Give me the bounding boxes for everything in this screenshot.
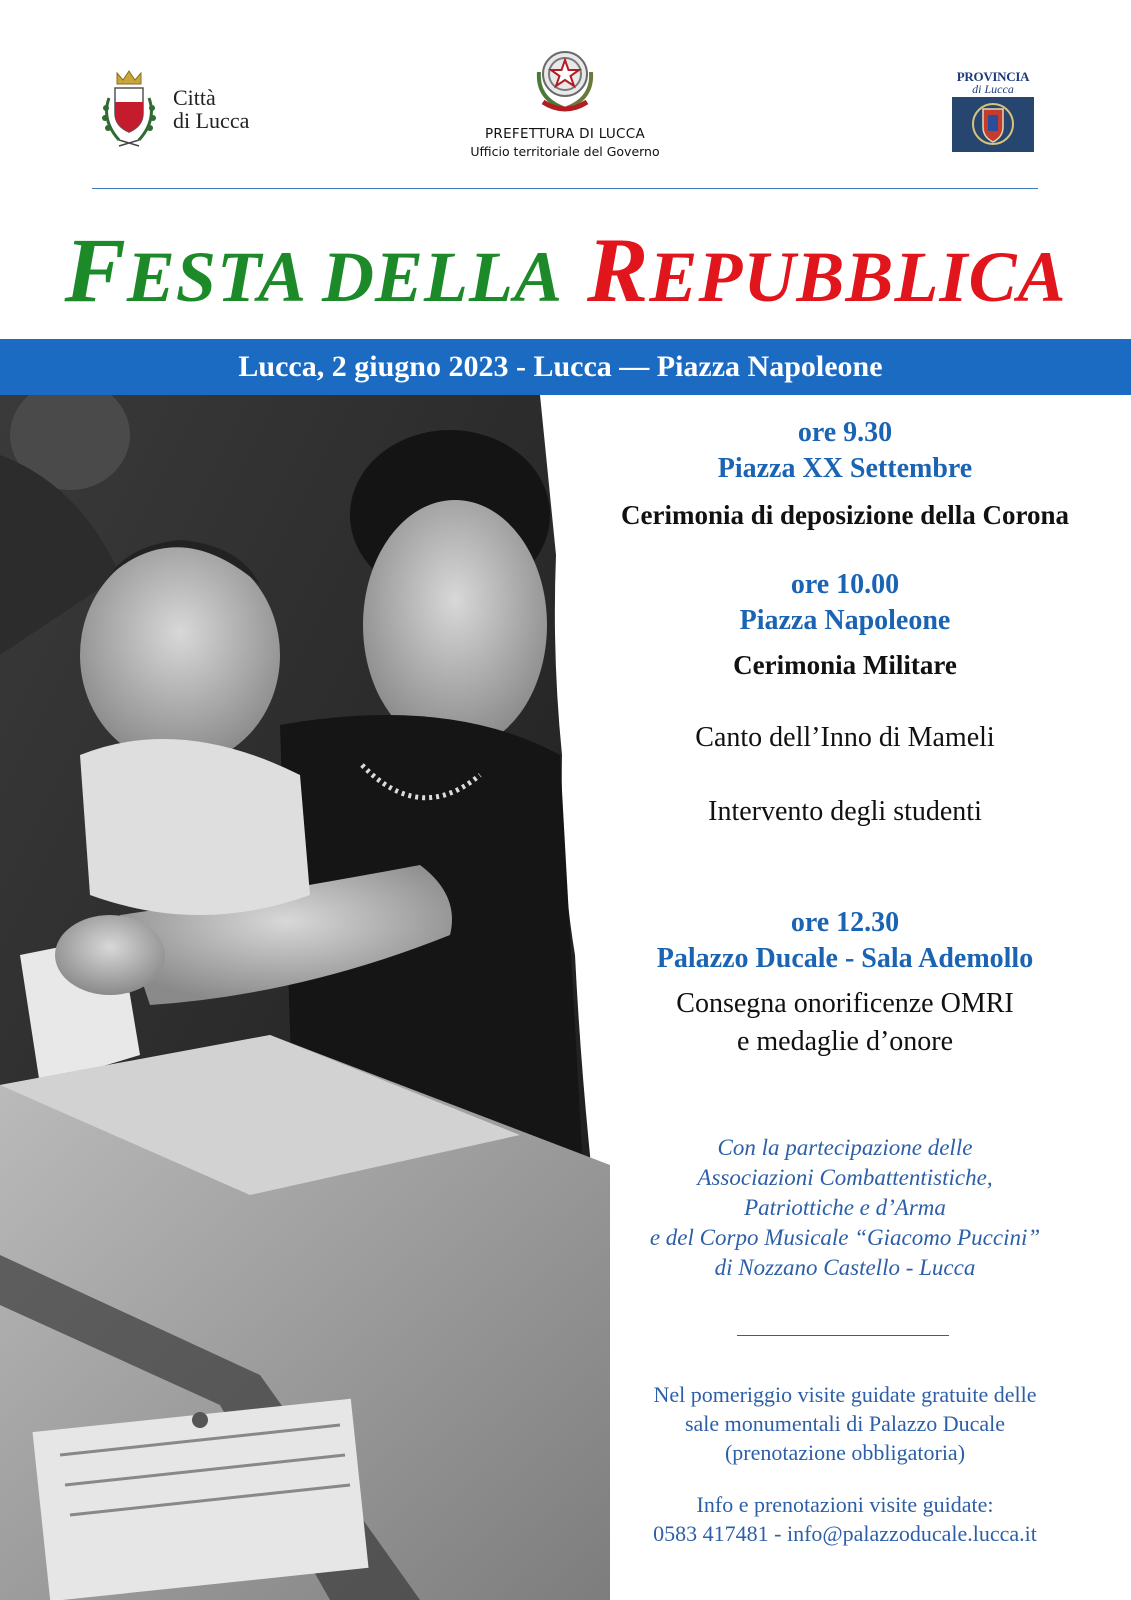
program-place: Piazza Napoleone — [739, 605, 951, 636]
title-part2-initial: R — [587, 219, 650, 321]
program-event: Canto dell’Inno di Mameli — [695, 722, 995, 753]
info-line: Info e prenotazioni visite guidate: — [696, 1492, 994, 1517]
info-contact[interactable]: 0583 417481 - info@palazzoducale.lucca.it — [653, 1521, 1037, 1546]
afternoon-line: (prenotazione obbligatoria) — [724, 1440, 966, 1465]
afternoon-block — [565, 1380, 1125, 1467]
title-part2-rest: EPUBBLICA — [649, 237, 1067, 317]
info-block — [565, 1490, 1125, 1548]
province-coat-of-arms-icon — [952, 97, 1034, 152]
program-event: e medaglie d’onore — [736, 1026, 954, 1057]
program-event: Intervento degli studenti — [708, 796, 982, 827]
title-part2 — [587, 219, 1066, 321]
credits-line: di Nozzano Castello - Lucca — [714, 1255, 976, 1280]
program-event: Consegna onorificenze OMRI — [676, 988, 1014, 1019]
historic-voting-photo — [0, 395, 610, 1600]
program-event: Cerimonia di deposizione della Corona — [620, 500, 1070, 530]
program-place: Piazza XX Settembre — [717, 453, 973, 484]
program-time: ore 12.30 — [790, 907, 900, 938]
citta-di-lucca-logo — [95, 68, 265, 150]
afternoon-line: sale monumentali di Palazzo Ducale — [684, 1411, 1006, 1436]
city-crest-icon — [95, 68, 171, 150]
program-time: ore 9.30 — [797, 417, 893, 448]
prefettura-logo — [440, 42, 690, 172]
program-item-3 — [565, 905, 1125, 1061]
citta-line2: di Lucca — [173, 108, 250, 133]
title-part1-initial: F — [64, 219, 127, 321]
date-location-text: Lucca, 2 giugno 2023 - Lucca — Piazza Napoleone — [238, 350, 883, 383]
program-item-2 — [565, 567, 1125, 831]
section-divider — [737, 1335, 949, 1336]
credits-block — [565, 1133, 1125, 1283]
title-part1 — [65, 219, 564, 321]
header-divider — [92, 188, 1038, 189]
provincia-logo — [952, 70, 1034, 152]
program-time: ore 10.00 — [790, 569, 900, 600]
page-title — [0, 220, 1131, 327]
program-place: Palazzo Ducale - Sala Ademollo — [656, 943, 1034, 974]
credits-line: e del Corpo Musicale “Giacomo Puccini” — [649, 1225, 1041, 1250]
date-location-band — [0, 339, 1131, 395]
italian-republic-emblem-icon — [529, 42, 601, 116]
prefettura-subtitle: Ufficio territoriale del Governo — [470, 144, 660, 159]
provincia-line2: di Lucca — [972, 82, 1014, 96]
program-event: Cerimonia Militare — [733, 650, 957, 680]
provincia-line1: PROVINCIA — [956, 69, 1030, 84]
prefettura-title: PREFETTURA DI LUCCA — [484, 126, 646, 142]
citta-di-lucca-text — [173, 86, 249, 132]
credits-line: Patriottiche e d’Arma — [744, 1195, 946, 1220]
citta-line1: Città — [173, 85, 216, 110]
program-item-1 — [565, 415, 1125, 533]
afternoon-line: Nel pomeriggio visite guidate gratuite delle — [653, 1382, 1037, 1407]
credits-line: Associazioni Combattentistiche, — [697, 1165, 993, 1190]
credits-line: Con la partecipazione delle — [717, 1135, 973, 1160]
title-part1-rest: ESTA DELLA — [126, 237, 564, 317]
